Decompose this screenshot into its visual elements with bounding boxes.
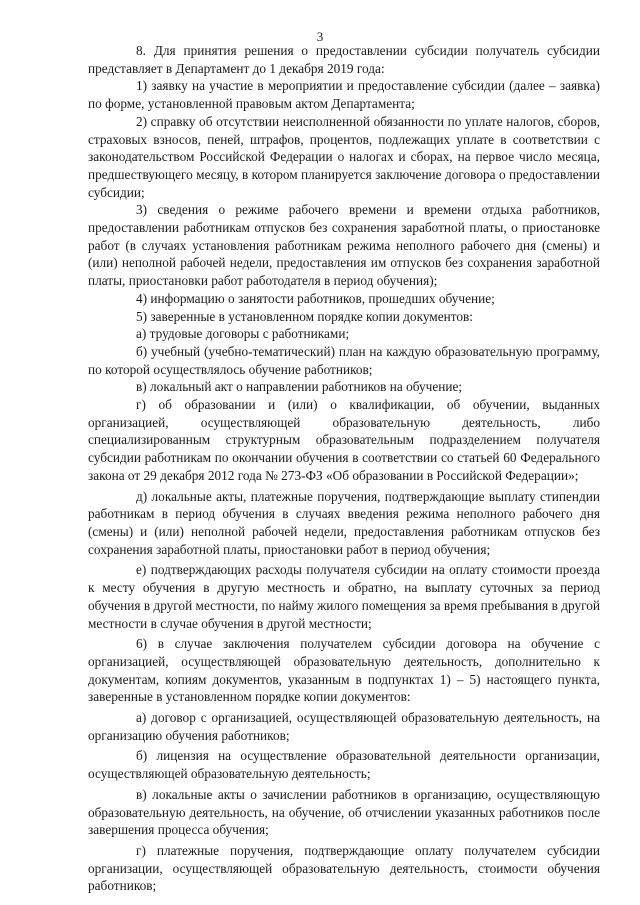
paragraph-8-5: 5) заверенные в установленном порядке копии документов: (136, 308, 473, 324)
paragraph-8-6: 6) в случае заключения получателем субсидии договора на обучение с организацией, осуществляющей образовательную деятельность, дополнительно к документам, копиям документов, указанным в подпунктах 1) – 5) настоящего пункта, заверенные в установленном порядке копии документов: (88, 636, 600, 705)
paragraph-8-4: 4) информацию о занятости работников, прошедших обучение; (136, 290, 495, 306)
paragraph-8-5-d: д) локальные акты, платежные поручения, подтверждающие выплату стипендии работникам в период обучения в случаях введения режима неполного рабочего дня (смены) и (или) неполной рабочей недели, предоставления работникам отпусков без сохранения заработной платы, приостановки работ в период обучения; (88, 488, 600, 557)
document-body (88, 42, 600, 895)
paragraph-8-2: 2) справку об отсутствии неисполненной обязанности по уплате налогов, сборов, страховых взносов, пеней, штрафов, процентов, подлежащих уплате в соответствии с законодательством Российской Федерации о налогах и сборах, на первое число месяца, предшествующего месяцу, в котором планируется заключение договора о предоставлении субсидии; (88, 113, 600, 200)
paragraph-8-5-e: е) подтверждающих расходы получателя субсидии на оплату стоимости проезда к месту обучения в другую местность и обратно, на выплату суточных за период обучения в другой местности, по найму жилого помещения за время пребывания в другой местности в случае обучения в другой местности; (88, 562, 600, 631)
paragraph-8-1: 1) заявку на участие в мероприятии и предоставление субсидии (далее – заявка) по форме, установленной правовым актом Департамента; (88, 78, 600, 112)
paragraph-8-3: 3) сведения о режиме рабочего времени и времени отдыха работников, предоставлении работникам отпусков без сохранения заработной платы, о приостановке работ (в случаях установления работникам режима неполного рабочего дня (смены) и (или) неполной рабочей недели, предоставления им отпусков без сохранения заработной платы, приостановки работ работодателя в период обучения); (88, 202, 600, 289)
paragraph-8-5-v: в) локальный акт о направлении работников на обучение; (136, 379, 463, 395)
paragraph-8-5-g: г) об образовании и (или) о квалификации, об обучении, выданных организацией, осуществляющей образовательную деятельность, либо специализированным структурным образовательным подразделением получателя субсидии работникам по окончании обучения в соответствии со статьей 60 Федерального закона от 29 декабря 2012 года № 273-ФЗ «Об образовании в Российской Федерации»; (88, 397, 600, 483)
paragraph-8-6-v: в) локальные акты о зачислении работников в организацию, осуществляющую образовательную деятельность, на обучение, об отчислении указанных работников после завершения процесса обучения; (88, 786, 600, 838)
page-number: 3 (316, 29, 324, 44)
paragraph-8-6-g: г) платежные поручения, подтверждающие оплату получателем субсидии организации, осуществляющей образовательную деятельность, стоимости обучения работников; (88, 842, 600, 894)
paragraph-8-6-b: б) лицензия на осуществление образовательной деятельности организации, осуществляющей образовательную деятельность; (88, 748, 600, 782)
paragraph-8: 8. Для принятия решения о предоставлении субсидии получатель субсидии представляет в Департамент до 1 декабря 2019 года: (88, 43, 600, 76)
paragraph-8-5-a: а) трудовые договоры с работниками; (136, 326, 350, 342)
paragraph-8-6-a: а) договор с организацией, осуществляющей образовательную деятельность, на организацию обучения работников; (88, 710, 600, 743)
paragraph-8-5-b: б) учебный (учебно-тематический) план на каждую образовательную программу, по которой осуществлялось обучение работников; (88, 343, 600, 377)
